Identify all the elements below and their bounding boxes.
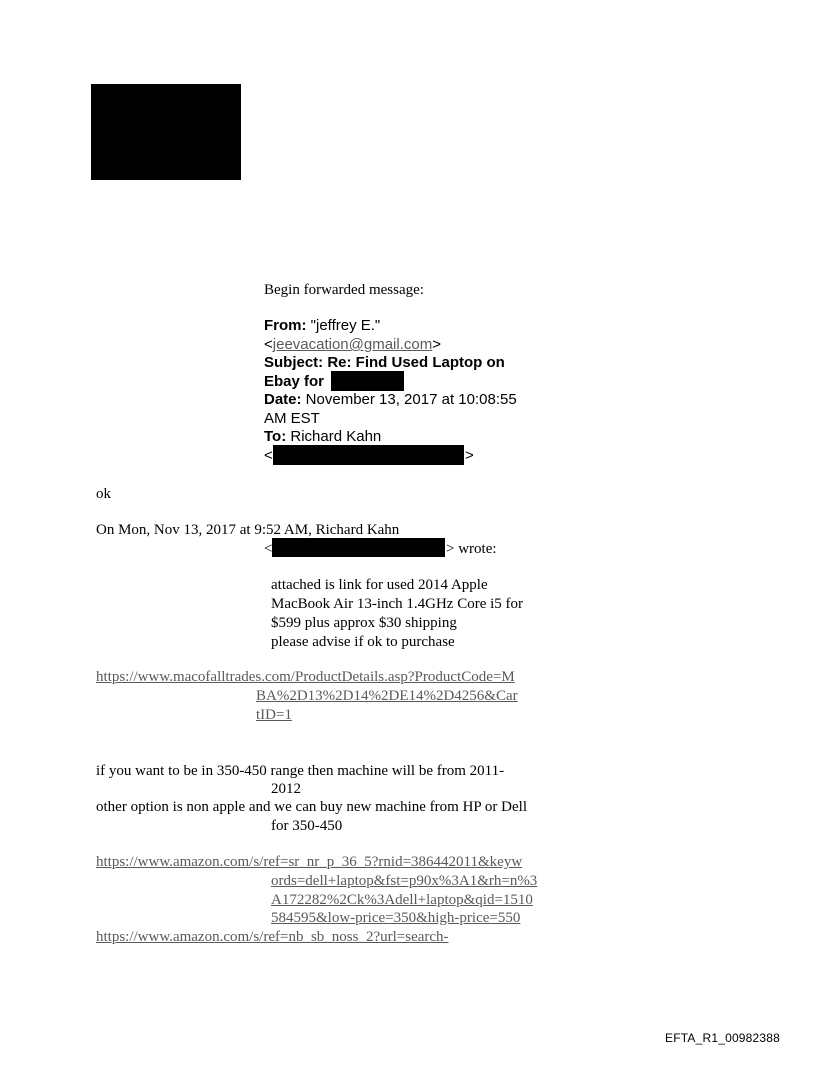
macofalltrades-link-cont[interactable]: BA%2D13%2D14%2DE14%2D4256&Car	[256, 688, 518, 704]
from-email-line	[264, 336, 441, 355]
amazon-dell-link[interactable]: https://www.amazon.com/s/ref=sr_nr_p_36_5?rnid=386442011&keyw	[96, 854, 523, 870]
forward-intro: Begin forwarded message:	[264, 282, 424, 298]
amazon-dell-link-cont[interactable]: ords=dell+laptop&fst=p90x%3A1&rh=n%3	[271, 873, 538, 889]
redaction-quote-email	[272, 538, 445, 557]
price-range-text-cont: 2012	[271, 781, 301, 797]
quoted-body-line: please advise if ok to purchase	[271, 634, 455, 650]
date-label: Date:	[264, 391, 302, 408]
amazon-dell-link-cont[interactable]: A172282%2Ck%3Adell+laptop&qid=1510	[271, 892, 533, 908]
from-email-open: <	[264, 336, 273, 353]
bates-number: EFTA_R1_00982388	[665, 1031, 781, 1045]
quoted-body-line: MacBook Air 13-inch 1.4GHz Core i5 for	[271, 596, 524, 612]
quote-header-close: > wrote:	[446, 541, 497, 557]
redaction-to-email	[273, 445, 464, 465]
from-line	[264, 317, 380, 336]
other-option-text: other option is non apple and we can buy new machine from HP or Dell	[96, 799, 528, 815]
date-line-2: AM EST	[264, 410, 320, 427]
from-email-link[interactable]: jeevacation@gmail.com	[272, 336, 433, 353]
from-label: From:	[264, 317, 307, 334]
amazon-search-link[interactable]: https://www.amazon.com/s/ref=nb_sb_noss_2?url=search-	[96, 929, 449, 945]
other-option-text-cont: for 350-450	[271, 818, 343, 834]
reply-text: ok	[96, 486, 111, 502]
macofalltrades-link-cont[interactable]: tID=1	[256, 707, 292, 723]
macofalltrades-link[interactable]: https://www.macofalltrades.com/ProductDetails.asp?ProductCode=M	[96, 669, 515, 685]
subject-line: Subject: Re: Find Used Laptop on	[264, 354, 505, 371]
quote-header-open: <	[264, 541, 273, 557]
amazon-dell-link-cont[interactable]: 584595&low-price=350&high-price=550	[271, 910, 521, 926]
price-range-text: if you want to be in 350-450 range then machine will be from 2011-	[96, 763, 505, 779]
quoted-body-line: $599 plus approx $30 shipping	[271, 615, 457, 631]
quote-header-line1: On Mon, Nov 13, 2017 at 9:52 AM, Richard Kahn	[96, 522, 400, 538]
to-line	[264, 428, 381, 447]
date-value: November 13, 2017 at 10:08:55	[301, 391, 517, 408]
from-email-close: >	[432, 336, 441, 353]
quoted-body-line: attached is link for used 2014 Apple	[271, 577, 488, 593]
redaction-subject	[331, 371, 404, 391]
to-email-open: <	[264, 447, 273, 464]
date-line	[264, 391, 517, 410]
subject-line-2: Ebay for	[264, 373, 325, 390]
to-name: Richard Kahn	[286, 428, 382, 445]
from-name: "jeffrey E."	[306, 317, 381, 334]
to-label: To:	[264, 428, 287, 445]
to-email-close: >	[465, 447, 474, 464]
redaction-block-top	[91, 84, 241, 180]
